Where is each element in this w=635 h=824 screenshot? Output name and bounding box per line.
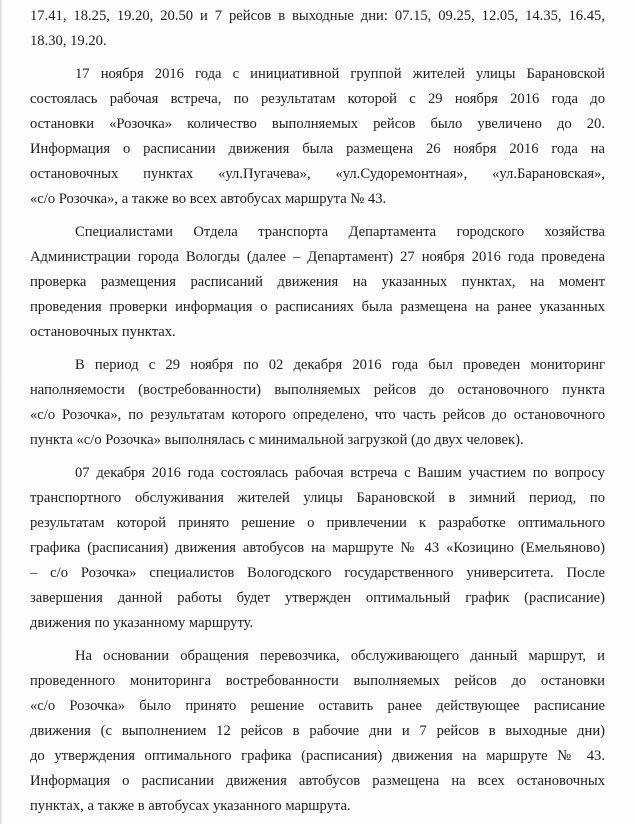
text-line: 18.30, 19.20. — [30, 33, 107, 49]
text-line: состоялась рабочая встреча, по результатам которой с 29 ноября 2016 года до — [30, 91, 605, 107]
text-line: пункта «с/о Розочка» выполнялась с минимальной загрузкой (до двух человек). — [30, 432, 524, 448]
text-line: «с/о Розочка» было принято решение оставить ранее действующее расписание — [30, 698, 605, 714]
paragraph-monitoring — [30, 353, 605, 453]
text-line: завершения данной работы будет утвержден оптимальный график (расписание) — [30, 590, 605, 606]
text-line: остановки «Розочка» количество выполняемых рейсов было увеличено до 20. — [30, 116, 605, 132]
text-line: Администрации города Вологды (далее – Департамент) 27 ноября 2016 года проведена — [30, 249, 605, 265]
text-line: 17.41, 18.25, 19.20, 20.50 и 7 рейсов в выходные дни: 07.15, 09.25, 12.05, 14.35, 16.45, — [30, 8, 605, 24]
text-line: проведенного мониторинга востребованности выполняемых рейсов до остановки — [30, 673, 605, 689]
text-line: Специалистами Отдела транспорта Департамента городского хозяйства — [75, 224, 605, 240]
text-line: проведения проверки информация о расписаниях была размещена на ранее указанных — [30, 299, 605, 315]
text-line: остановочных пунктах. — [30, 324, 176, 340]
text-line: В период с 29 ноября по 02 декабря 2016 года был проведен мониторинг — [75, 357, 605, 373]
text-line: графика (расписания) движения автобусов на маршруте № 43 «Козицино (Емельяново) — [30, 540, 605, 556]
text-line: проверка размещения расписаний движения на указанных пунктах, на момент — [30, 274, 605, 290]
text-line: результатам которой принято решение о привлечении к разработке оптимального — [30, 515, 605, 531]
text-line: Информация о расписании движения была размещена 26 ноября 2016 года на — [30, 141, 605, 157]
paragraph-inspection — [30, 220, 605, 345]
text-line: транспортного обслуживания жителей улицы Барановской в зимний период, по — [30, 490, 605, 506]
text-line: движения по указанному маршруту. — [30, 615, 254, 631]
paragraph-schedule-continuation — [30, 4, 605, 54]
text-line: наполняемости (востребованности) выполняемых рейсов до остановочного пункта — [30, 382, 605, 398]
paragraph-meeting-december-07 — [30, 461, 605, 636]
text-line: до утверждения оптимального графика (расписания) движения на маршруте № 43. — [30, 748, 605, 764]
text-line: «с/о Розочка», по результатам которого определено, что часть рейсов до остановочного — [30, 407, 605, 423]
text-line: 17 ноября 2016 года с инициативной группой жителей улицы Барановской — [75, 66, 605, 82]
text-line: – с/о Розочка» специалистов Вологодского государственного университета. После — [30, 565, 605, 581]
paragraph-carrier-request — [30, 644, 605, 819]
text-line: пунктах, а также в автобусах указанного маршрута. — [30, 798, 351, 814]
text-line: движения (с выполнением 12 рейсов в рабочие дни и 7 рейсов в выходные дни) — [30, 723, 605, 739]
text-line: Информация о расписании движения автобусов размещена на всех остановочных — [30, 773, 605, 789]
paragraph-meeting-november-17 — [30, 62, 605, 212]
text-line: «с/о Розочка», а также во всех автобусах маршрута № 43. — [30, 191, 387, 207]
text-line: остановочных пунктах «ул.Пугачева», «ул.Судоремонтная», «ул.Барановская», — [30, 166, 605, 182]
text-line: 07 декабря 2016 года состоялась рабочая встреча с Вашим участием по вопросу — [75, 465, 605, 481]
text-line: На основании обращения перевозчика, обслуживающего данный маршрут, и — [75, 648, 605, 664]
